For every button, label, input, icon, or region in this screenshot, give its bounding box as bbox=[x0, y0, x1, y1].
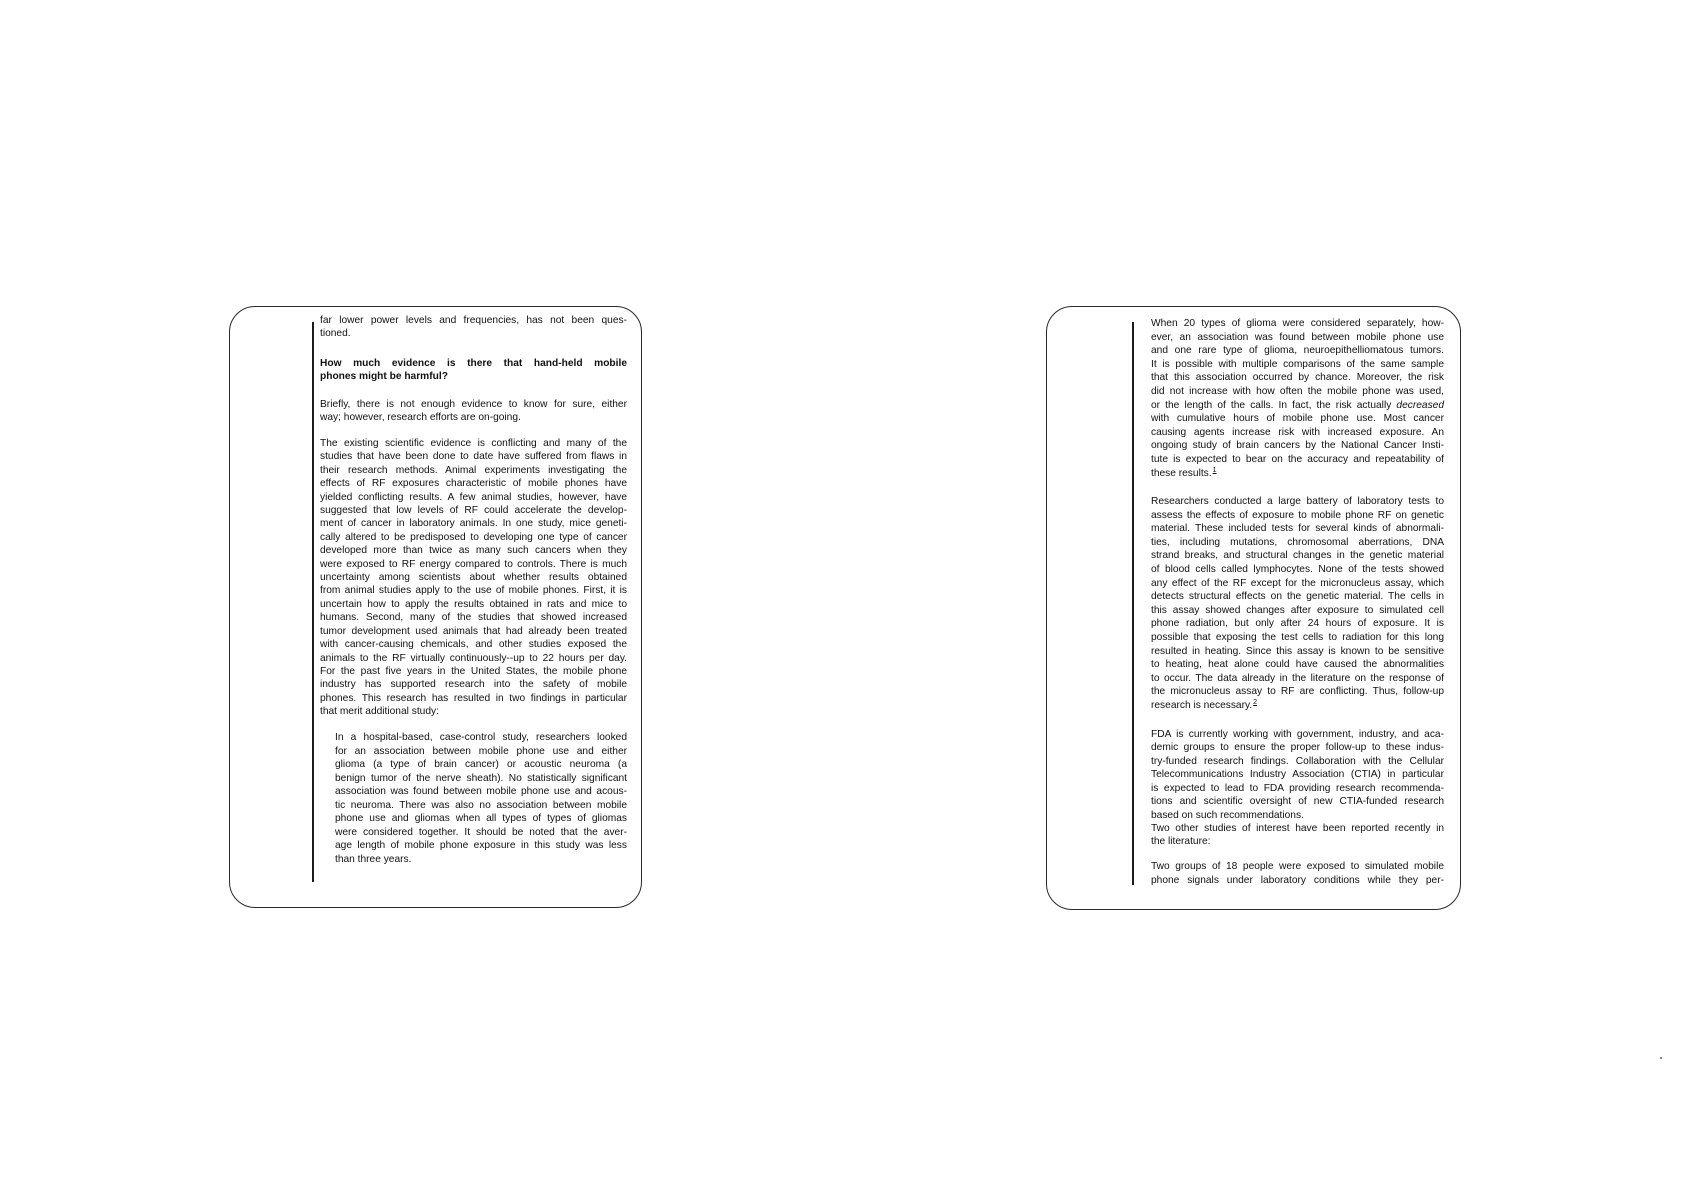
text-line: any effect of the RF except for the micronucleus assay, which bbox=[1151, 577, 1444, 589]
margin-rule-left bbox=[312, 322, 314, 882]
text-line: suggested that low levels of RF could accelerate the develop- bbox=[320, 505, 627, 517]
text-line: benign tumor of the nerve sheath). No statistically significant bbox=[335, 772, 627, 784]
text-line: uncertainty among scientists about whether results obtained bbox=[320, 572, 627, 584]
text-run: these results. bbox=[1151, 467, 1212, 479]
text-line: the literature: bbox=[1151, 836, 1211, 848]
text-line: assess the effects of exposure to mobile phone RF on genetic bbox=[1151, 509, 1444, 521]
inset-paragraph bbox=[335, 731, 627, 866]
text-line: tions and scientific oversight of new CTIA-funded research bbox=[1151, 796, 1444, 808]
text-line: Two other studies of interest have been reported recently in bbox=[1151, 823, 1444, 834]
text-line: It is possible with multiple comparisons of the same sample bbox=[1151, 358, 1444, 370]
text-line bbox=[1151, 467, 1444, 481]
text-line: ment of cancer in laboratory animals. In one study, mice geneti- bbox=[320, 518, 627, 530]
text-line: phones might be harmful? bbox=[320, 371, 448, 383]
text-line: phones. This research has resulted in two findings in particular bbox=[320, 692, 627, 704]
text-line: Researchers conducted a large battery of laboratory tests to bbox=[1151, 496, 1444, 507]
text-line: were considered together. It should be noted that the aver- bbox=[335, 826, 627, 838]
text-line: is expected to lead to FDA providing research recommenda- bbox=[1151, 782, 1444, 794]
paragraph bbox=[1151, 317, 1444, 480]
text-line: phone use and gliomas when all types of types of gliomas bbox=[335, 813, 627, 824]
text-line: phone signals under laboratory conditions while they per- bbox=[1151, 874, 1444, 886]
text-line: the micronucleus assay to RF are conflicting. Thus, follow-up bbox=[1151, 686, 1444, 698]
text-line: this assay showed changes after exposure to simulated cell bbox=[1151, 604, 1444, 616]
text-line: industry has supported research into the safety of mobile bbox=[320, 679, 627, 691]
text-line: that this association occurred by chance. Moreover, the risk bbox=[1151, 372, 1444, 384]
text-line: phone radiation, but only after 24 hours of exposure. It is bbox=[1151, 618, 1444, 630]
text-line: did not increase with how often the mobile phone was used, bbox=[1151, 385, 1444, 397]
paragraph-continues bbox=[1151, 860, 1444, 887]
text-line: humans. Second, many of the studies that showed increased bbox=[320, 612, 627, 624]
text-line: glioma (a type of brain cancer) or acoustic neuroma (a bbox=[335, 759, 627, 770]
text-line: ever, an association was found between mobile phone use bbox=[1151, 331, 1444, 343]
paragraph bbox=[1151, 495, 1444, 713]
paragraph bbox=[1151, 822, 1444, 849]
paragraph bbox=[320, 437, 627, 719]
text-line: tic neuroma. There was also no association between mobile bbox=[335, 799, 627, 811]
text-line: with cumulative hours of mobile phone use. Most cancer bbox=[1151, 413, 1444, 425]
text-line: to heating, heat alone could have caused the abnormalities bbox=[1151, 659, 1444, 671]
text-run: or the length of the calls. In fact, the risk actually bbox=[1151, 399, 1397, 411]
text-line: from animal studies apply to the use of mobile phones. First, it is bbox=[320, 585, 627, 597]
text-line: of blood cells called lymphocytes. None of the tests showed bbox=[1151, 563, 1444, 575]
text-line: try-funded research findings. Collaboration with the Cellular bbox=[1151, 755, 1444, 767]
paragraph bbox=[320, 398, 627, 425]
text-line: way; however, research efforts are on-going. bbox=[320, 412, 521, 424]
text-line bbox=[1151, 699, 1444, 713]
text-line: far lower power levels and frequencies, has not been ques- bbox=[320, 315, 627, 326]
text-line: were exposed to RF energy compared to controls. There is much bbox=[320, 558, 627, 570]
text-line: resulted in heating. Since this assay is known to be sensitive bbox=[1151, 645, 1444, 657]
text-line: developed more than twice as many such cancers when they bbox=[320, 545, 627, 557]
text-line: tute is expected to bear on the accuracy and repeatability of bbox=[1151, 453, 1444, 465]
footnote-marker: 1 bbox=[1212, 466, 1217, 474]
text-line: material. These included tests for several kinds of abnormali- bbox=[1151, 523, 1444, 535]
text-line: strand breaks, and structural changes in the genetic material bbox=[1151, 550, 1444, 562]
footnote-marker: 2 bbox=[1253, 698, 1258, 706]
text-line: their research methods. Animal experiments investigating the bbox=[320, 464, 627, 476]
scan-speck bbox=[1660, 1057, 1662, 1059]
text-line bbox=[1151, 399, 1444, 413]
text-line: tumor development used animals that had already been treated bbox=[320, 625, 627, 637]
text-line: demic groups to ensure the proper follow-up to these indus- bbox=[1151, 742, 1444, 754]
text-line: ongoing study of brain cancers by the National Cancer Insti- bbox=[1151, 440, 1444, 452]
text-line: tioned. bbox=[320, 328, 351, 340]
paragraph-continued bbox=[320, 314, 627, 341]
text-line: Briefly, there is not enough evidence to know for sure, either bbox=[320, 399, 627, 410]
text-line: FDA is currently working with government, industry, and aca- bbox=[1151, 729, 1444, 740]
text-line: than three years. bbox=[335, 853, 412, 865]
text-line: possible that exposing the test cells to radiation for this long bbox=[1151, 631, 1444, 643]
text-line: with cancer-causing chemicals, and other studies exposed the bbox=[320, 639, 627, 651]
text-line: association was found between mobile phone use and acous- bbox=[335, 786, 627, 797]
text-line: The existing scientific evidence is conflicting and many of the bbox=[320, 438, 627, 449]
paragraph bbox=[1151, 728, 1444, 822]
text-line: For the past five years in the United States, the mobile phone bbox=[320, 665, 627, 677]
margin-rule-right bbox=[1132, 322, 1134, 885]
text-line: and one rare type of glioma, neuroepithelliomatous tumors. bbox=[1151, 345, 1444, 357]
text-line: to occur. The data already in the literature on the response of bbox=[1151, 672, 1444, 684]
text-line: detects structural effects on the genetic material. The cells in bbox=[1151, 591, 1444, 603]
section-heading bbox=[320, 357, 627, 384]
text-line: that merit additional study: bbox=[320, 706, 439, 718]
text-line: causing agents increase risk with increased exposure. An bbox=[1151, 426, 1444, 438]
text-line: effects of RF exposures characteristic of mobile phones have bbox=[320, 478, 627, 490]
text-line: Two groups of 18 people were exposed to simulated mobile bbox=[1151, 861, 1444, 872]
text-line: yielded conflicting results. A few animal studies, however, have bbox=[320, 491, 627, 503]
text-line: Telecommunications Industry Association (CTIA) in particular bbox=[1151, 769, 1444, 781]
text-line: ties, including mutations, chromosomal aberrations, DNA bbox=[1151, 536, 1444, 548]
text-line: based on such recommendations. bbox=[1151, 809, 1304, 821]
text-line: uncertain how to apply the results obtained in rats and mice to bbox=[320, 598, 627, 610]
text-line: studies that have been done to date have suffered from flaws in bbox=[320, 451, 627, 463]
text-line: How much evidence is there that hand-held mobile bbox=[320, 358, 627, 369]
text-line: When 20 types of glioma were considered separately, how- bbox=[1151, 318, 1444, 329]
text-line: age length of mobile phone exposure in this study was less bbox=[335, 840, 627, 851]
italic-text: decreased bbox=[1396, 399, 1444, 411]
text-line: cally altered to be predisposed to developing one type of cancer bbox=[320, 531, 627, 543]
text-line: for an association between mobile phone use and either bbox=[335, 745, 627, 757]
text-run: research is necessary. bbox=[1151, 699, 1253, 711]
text-line: In a hospital-based, case-control study, researchers looked bbox=[335, 732, 627, 743]
text-line: animals to the RF virtually continuously--up to 22 hours per day. bbox=[320, 652, 627, 664]
